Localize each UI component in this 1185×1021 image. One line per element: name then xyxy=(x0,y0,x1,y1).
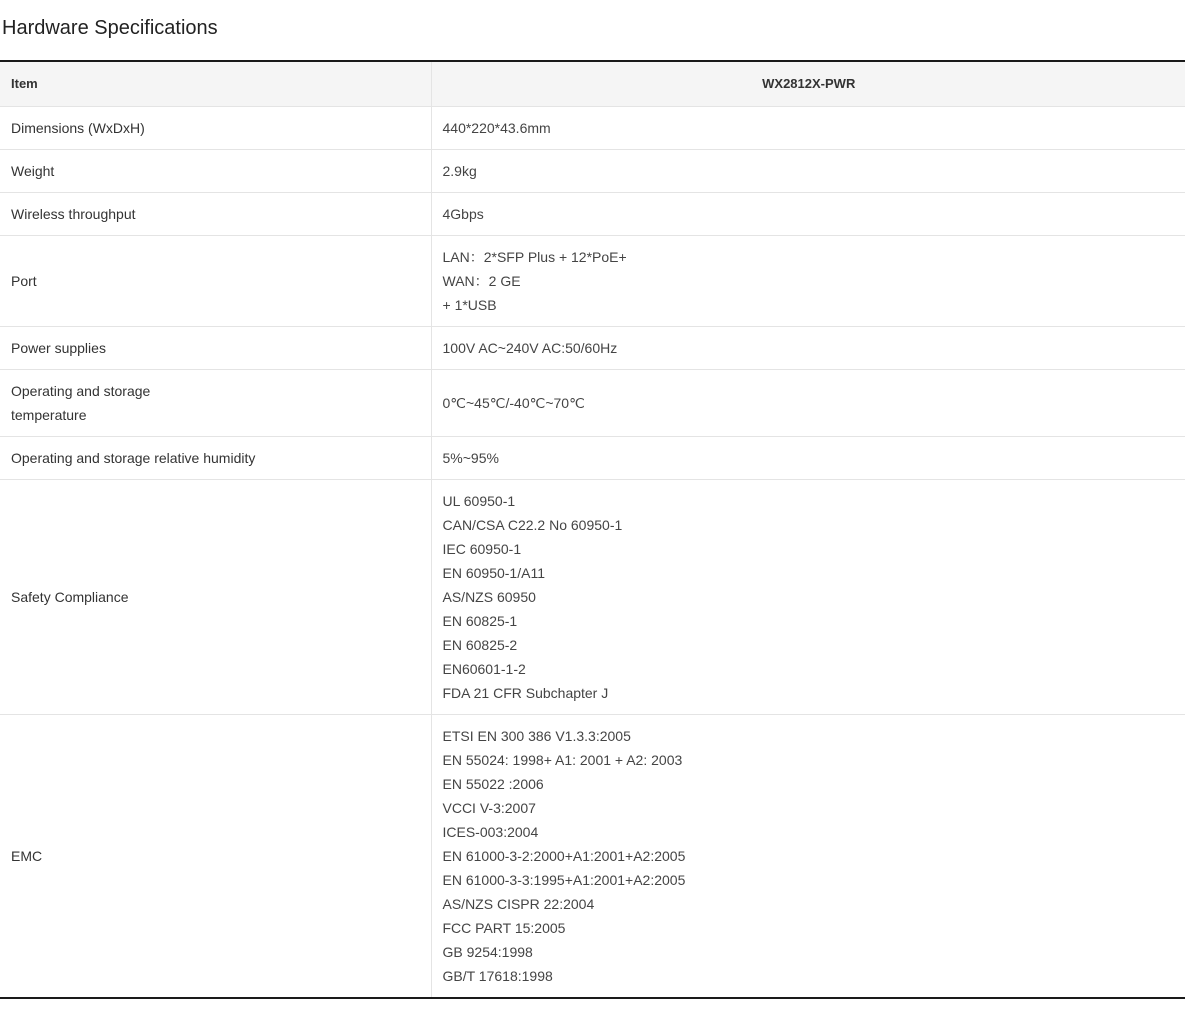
spec-value-line: ETSI EN 300 386 V1.3.3:2005 xyxy=(442,728,631,744)
spec-item-cell xyxy=(0,107,431,150)
spec-value-line: FCC PART 15:2005 xyxy=(442,920,566,936)
table-row xyxy=(0,370,1185,437)
spec-value-line: EN 61000-3-2:2000+A1:2001+A2:2005 xyxy=(442,848,686,864)
table-body xyxy=(0,107,1185,999)
table-row xyxy=(0,107,1185,150)
column-header-model: WX2812X-PWR xyxy=(431,61,1185,107)
page-title: Hardware Specifications xyxy=(2,17,218,39)
spec-item-label: Operating and storage relative humidity xyxy=(11,450,256,466)
spec-value-cell xyxy=(431,150,1185,193)
spec-value-line: GB/T 17618:1998 xyxy=(442,968,553,984)
table-row xyxy=(0,327,1185,370)
spec-value-line: AS/NZS 60950 xyxy=(442,589,536,605)
spec-value-line: GB 9254:1998 xyxy=(442,944,533,960)
spec-item-label: Power supplies xyxy=(11,340,106,356)
spec-value-line: EN60601-1-2 xyxy=(442,661,526,677)
spec-value-line: IEC 60950-1 xyxy=(442,541,522,557)
spec-item-label: Dimensions (WxDxH) xyxy=(11,120,145,136)
spec-value-line: LAN：2*SFP Plus + 12*PoE+ xyxy=(442,249,627,265)
spec-item-label: Safety Compliance xyxy=(11,589,129,605)
table-row xyxy=(0,480,1185,715)
spec-item-label: EMC xyxy=(11,848,43,864)
spec-value-line: ICES-003:2004 xyxy=(442,824,539,840)
spec-item-cell xyxy=(0,327,431,370)
spec-item-cell xyxy=(0,715,431,999)
spec-value-cell xyxy=(431,437,1185,480)
spec-value-line: EN 60825-2 xyxy=(442,637,518,653)
spec-item-cell xyxy=(0,480,431,715)
spec-value-line: CAN/CSA C22.2 No 60950-1 xyxy=(442,517,623,533)
hardware-spec-table xyxy=(0,60,1185,999)
spec-value-line: EN 55024: 1998+ A1: 2001 + A2: 2003 xyxy=(442,752,683,768)
spec-value-line: 4Gbps xyxy=(442,206,484,222)
table-row xyxy=(0,193,1185,236)
column-header-item: Item xyxy=(0,61,431,107)
spec-value-line: AS/NZS CISPR 22:2004 xyxy=(442,896,595,912)
spec-value-line: EN 55022 :2006 xyxy=(442,776,544,792)
spec-value-line: EN 61000-3-3:1995+A1:2001+A2:2005 xyxy=(442,872,686,888)
spec-value-cell xyxy=(431,107,1185,150)
spec-item-cell xyxy=(0,193,431,236)
spec-item-label: Weight xyxy=(11,163,55,179)
spec-value-line: 5%~95% xyxy=(442,450,499,466)
spec-value-line: 100V AC~240V AC:50/60Hz xyxy=(442,340,618,356)
spec-value-cell xyxy=(431,193,1185,236)
spec-value-line: 0℃~45℃/-40℃~70℃ xyxy=(442,395,585,411)
spec-item-cell xyxy=(0,370,431,437)
spec-item-cell xyxy=(0,236,431,327)
spec-item-label: Wireless throughput xyxy=(11,206,136,222)
spec-value-cell xyxy=(431,236,1185,327)
spec-value-line: + 1*USB xyxy=(442,297,497,313)
table-row xyxy=(0,150,1185,193)
spec-value-line: EN 60950-1/A11 xyxy=(442,565,545,581)
spec-value-line: 2.9kg xyxy=(442,163,477,179)
spec-value-cell xyxy=(431,480,1185,715)
spec-value-line: 440*220*43.6mm xyxy=(442,120,551,136)
table-row xyxy=(0,236,1185,327)
spec-item-label: Operating and storage xyxy=(11,383,151,399)
spec-item-cell xyxy=(0,437,431,480)
spec-item-label: temperature xyxy=(11,407,87,423)
table-header-row xyxy=(0,61,1185,107)
spec-value-line: UL 60950-1 xyxy=(442,493,516,509)
spec-value-line: FDA 21 CFR Subchapter J xyxy=(442,685,609,701)
spec-value-line: WAN：2 GE xyxy=(442,273,521,289)
spec-value-cell xyxy=(431,370,1185,437)
table-row xyxy=(0,715,1185,999)
spec-value-cell xyxy=(431,715,1185,999)
spec-item-label: Port xyxy=(11,273,37,289)
spec-value-cell xyxy=(431,327,1185,370)
table-row xyxy=(0,437,1185,480)
spec-value-line: EN 60825-1 xyxy=(442,613,518,629)
spec-value-line: VCCI V-3:2007 xyxy=(442,800,536,816)
spec-item-cell xyxy=(0,150,431,193)
